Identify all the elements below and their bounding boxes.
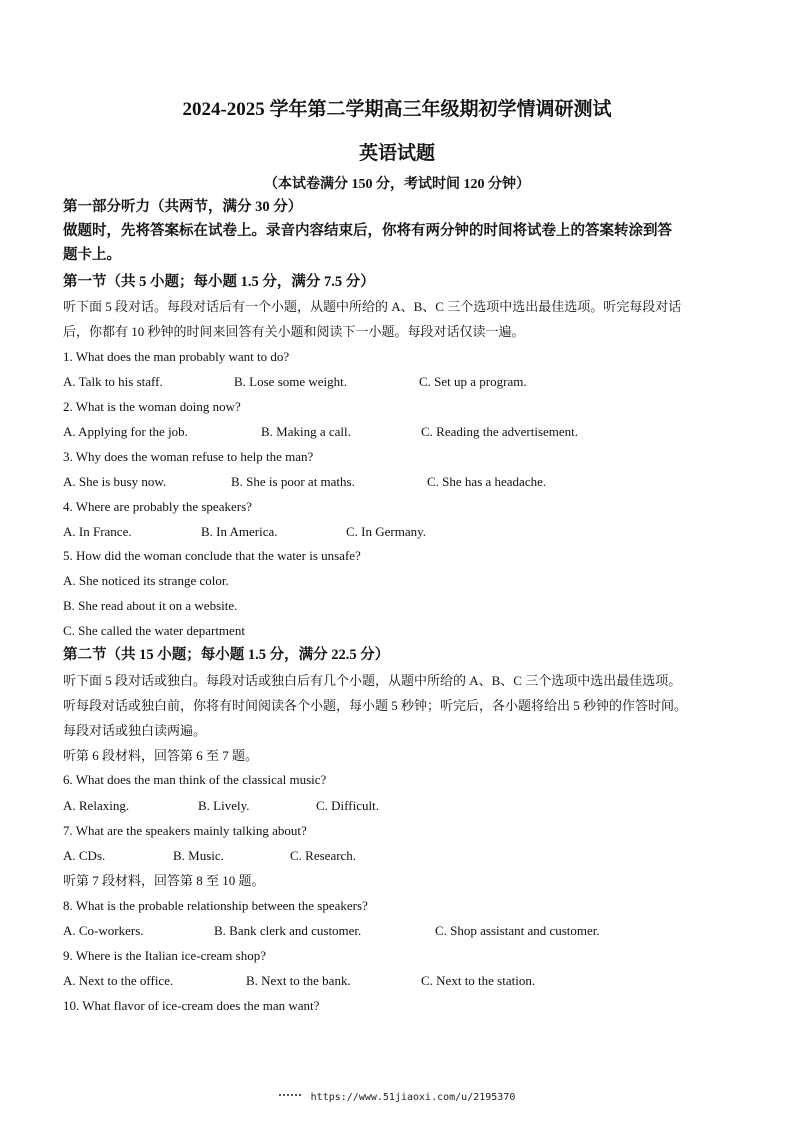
question-stem: 2. What is the woman doing now? [63,399,241,414]
question-stem: 4. Where are probably the speakers? [63,499,252,514]
option-a: A. Co-workers. [63,923,144,938]
option-c: C. In Germany. [346,524,427,539]
part1-instruction: 做题时，先将答案标在试卷上。录音内容结束后，你将有两分钟的时间将试卷上的答案转涂到答 [63,223,672,239]
option-a: A. She noticed its strange color. [63,573,229,588]
section2-desc-cont2: 每段对话或独白读两遍。 [63,723,207,738]
option-a: A. Next to the office. [63,973,174,988]
option-c: C. Research. [290,848,357,863]
option-a: A. Relaxing. [63,798,130,813]
question-stem: 10. What flavor of ice-cream does the man want? [63,998,320,1013]
option-c: C. Difficult. [316,798,379,813]
option-c: C. Next to the station. [421,973,536,988]
footer-url[interactable]: https://www.51jiaoxi.com/u/2195370 [310,1092,516,1103]
option-b: B. She is poor at maths. [231,474,355,489]
section1-desc: 听下面 5 段对话。每段对话后有一个小题，从题中所给的 A、B、C 三个选项中选出最佳选项。听完每段对话 [63,299,682,314]
option-a: A. CDs. [63,848,106,863]
option-b: B. Next to the bank. [246,973,351,988]
question-stem: 1. What does the man probably want to do? [63,349,290,364]
section2-heading: 第二节（共 15 小题；每小题 1.5 分，满分 22.5 分） [63,647,390,663]
option-a: A. Applying for the job. [63,424,188,439]
option-c: C. She called the water department [63,623,245,638]
part1-instruction-cont: 题卡上。 [63,247,121,263]
option-b: B. She read about it on a website. [63,598,238,613]
section2-desc: 听下面 5 段对话或独白。每段对话或独白后有几个小题，从题中所给的 A、B、C 三个选项中选出最佳选项。 [63,673,682,688]
question-stem: 5. How did the woman conclude that the water is unsafe? [63,548,361,563]
part1-heading: 第一部分听力（共两节，满分 30 分） [63,199,303,215]
option-b: B. Lose some weight. [234,374,348,389]
option-a: A. She is busy now. [63,474,167,489]
question-stem: 6. What does the man think of the classical music? [63,772,327,787]
site-logo-icon [279,1094,301,1101]
subject-title: 英语试题 [358,143,435,164]
question-stem: 9. Where is the Italian ice-cream shop? [63,948,266,963]
option-b: B. In America. [201,524,278,539]
exam-title: 2024-2025 学年第二学期高三年级期初学情调研测试 [182,99,612,120]
question-stem: 7. What are the speakers mainly talking about? [63,823,307,838]
section2-desc-cont: 听每段对话或独白前，你将有时间阅读各个小题，每小题 5 秒钟；听完后，各小题将给出 5 秒钟的作答时间。 [63,698,688,713]
option-c: C. Set up a program. [419,374,527,389]
option-b: B. Making a call. [261,424,351,439]
option-a: A. Talk to his staff. [63,374,163,389]
option-b: B. Lively. [198,798,250,813]
question-stem: 3. Why does the woman refuse to help the man? [63,449,314,464]
material-7-note: 听第 7 段材料，回答第 8 至 10 题。 [63,873,265,888]
option-a: A. In France. [63,524,132,539]
option-b: B. Music. [173,848,224,863]
option-c: C. Reading the advertisement. [421,424,579,439]
section1-desc-cont: 后，你都有 10 秒钟的时间来回答有关小题和阅读下一小题。每段对话仅读一遍。 [63,324,525,339]
option-b: B. Bank clerk and customer. [214,923,362,938]
material-6-note: 听第 6 段材料，回答第 6 至 7 题。 [63,748,259,763]
option-c: C. She has a headache. [427,474,547,489]
footer [0,1092,794,1103]
option-c: C. Shop assistant and customer. [435,923,600,938]
exam-note: （本试卷满分 150 分，考试时间 120 分钟） [264,177,530,192]
question-stem: 8. What is the probable relationship between the speakers? [63,898,368,913]
section1-heading: 第一节（共 5 小题；每小题 1.5 分，满分 7.5 分） [63,274,375,290]
